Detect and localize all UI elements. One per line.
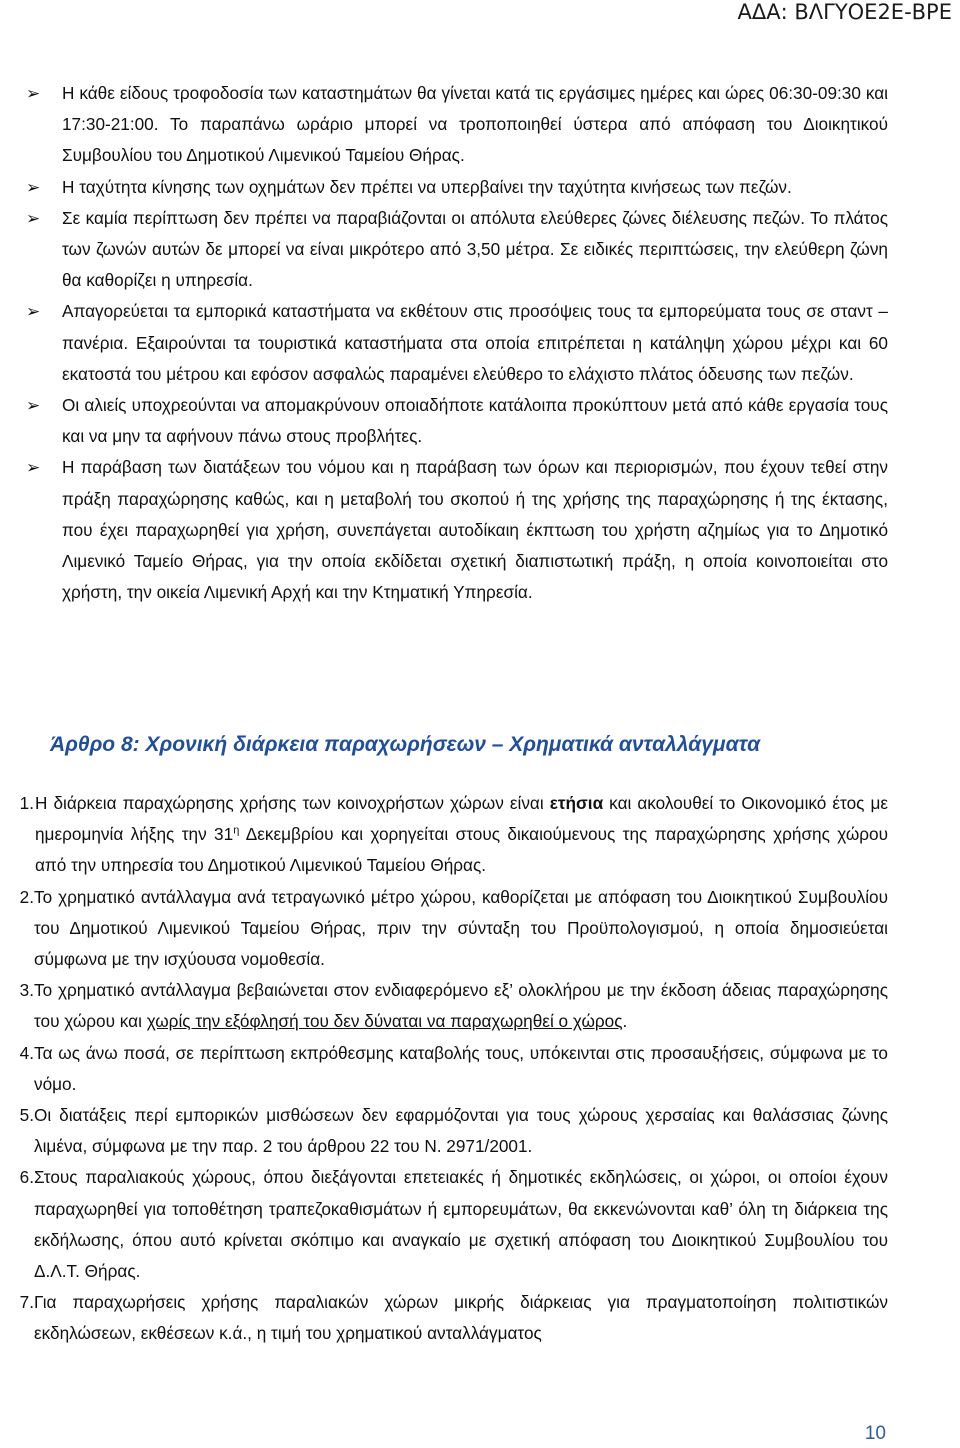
bullet-text: Η κάθε είδους τροφοδοσία των καταστημάτων θα γίνεται κατά τις εργάσιμες ημέρες και ώρες 06:30-09:30 και 17:30-21:00. Το παραπάνω ωράριο μπορεί να τροποποιηθεί ύστερα από απόφαση του Διοικητικού Συμβουλίου του Δημοτικού Λιμενικού Ταμείου Θήρας.: [62, 83, 888, 166]
bullet-text: Σε καμία περίπτωση δεν πρέπει να παραβιάζονται οι απόλυτα ελεύθερες ζώνες διέλευσης πεζών. Το πλάτος των ζωνών αυτών δε μπορεί να είναι μικρότερο από 3,50 μέτρα. Σε ειδικές περιπτώσεις, την ελεύθερη ζώνη θα καθορίζει η υπηρεσία.: [62, 207, 888, 291]
numbered-item: [0, 788, 888, 882]
item-text-bold: ετήσια: [549, 793, 604, 813]
item-number: 4.: [19, 1042, 34, 1063]
arrow-bullet-icon: ➢: [26, 84, 41, 103]
item-text-part: Δεκεμβρίου και χορηγείται στους δικαιούμενους της παραχώρησης χρήσης χώρου από την υπηρεσία του Δημοτικού Λιμενικού Ταμείου Θήρας.: [35, 824, 888, 876]
bullet-item: [26, 172, 888, 203]
bullet-item: [26, 452, 888, 608]
bullet-item: [26, 203, 888, 297]
bullet-text: Η παράβαση των διατάξεων του νόμου και η παράβαση των όρων και περιορισμών, που έχουν τεθεί στην πράξη παραχώρησης καθώς, και η μεταβολή του σκοπού ή της χρήσης της παραχώρησης ή της έκτασης, που έχει παραχωρηθεί για χρήση, συνεπάγεται αυτοδίκαιη έκπτωση του χρήστη αζημίως για το Δημοτικό Λιμενικό Ταμείο Θήρας, για την οποία εκδίδεται σχετική διαπιστωτική πράξη, η οποία κοινοποιείται στο χρήστη, την οικεία Λιμενική Αρχή και την Κτηματική Υπηρεσία.: [62, 457, 888, 603]
item-text: Στους παραλιακούς χώρους, όπου διεξάγονται επετειακές ή δημοτικές εκδηλώσεις, οι χώροι, οι οποίοι έχουν παραχωρηθεί για τοποθέτηση τραπεζοκαθισμάτων ή εμπορευμάτων, θα εκκενώνονται καθ’ όλη τη διάρκεια της εκδήλωσης, όπου αυτό κρίνεται σκόπιμο και αναγκαίο με σχετική απόφαση του Διοικητικού Συμβουλίου του Δ.Λ.Τ. Θήρας.: [34, 1167, 888, 1282]
bullet-item: [26, 296, 888, 390]
document-id-header: ΑΔΑ: ΒΛΓΥΟΕ2Ε-ΒΡΕ: [737, 0, 952, 24]
bullet-text: Οι αλιείς υποχρεούνται να απομακρύνουν οποιαδήποτε κατάλοιπα προκύπτουν μετά από κάθε εργασία τους και να μην τα αφήνουν πάνω στους προβλήτες.: [62, 395, 888, 447]
arrow-bullet-icon: ➢: [26, 208, 41, 228]
superscript: η: [233, 824, 240, 837]
bullet-text: Η ταχύτητα κίνησης των οχημάτων δεν πρέπει να υπερβαίνει την ταχύτητα κινήσεως των πεζών.: [62, 176, 792, 197]
bullet-item: [26, 390, 888, 452]
item-text: [35, 788, 888, 882]
bullet-text: Απαγορεύεται τα εμπορικά καταστήματα να εκθέτουν στις προσόψεις τους τα εμπορεύματα τους σε σταντ – πανέρια. Εξαιρούνται τα τουριστικά καταστήματα στα οποία επιτρέπεται η κατάληψη χώρου μέχρι και 60 εκατοστά του μέτρου και εφόσον ασφαλώς παραμένει ελεύθερο το ελάχιστο πλάτος όδευσης των πεζών.: [62, 301, 888, 384]
item-text-part: και ακολουθεί το Οικονομικό έτος με ημερομηνία λήξης την 31: [35, 793, 889, 845]
numbered-list: [0, 788, 888, 1350]
item-number: 1.: [19, 793, 34, 813]
bullet-item: [26, 78, 888, 172]
item-number: 5.: [19, 1105, 34, 1126]
item-text-part: .: [622, 1011, 628, 1032]
bullet-list: [26, 78, 888, 608]
numbered-item: [0, 1287, 888, 1349]
numbered-item: [0, 1100, 888, 1162]
arrow-bullet-icon: ➢: [26, 458, 41, 478]
numbered-item: [0, 882, 888, 976]
numbered-item: [0, 1038, 888, 1100]
item-text: Οι διατάξεις περί εμπορικών μισθώσεων δεν εφαρμόζονται για τους χώρους χερσαίας και θαλάσσιας ζώνης λιμένα, σύμφωνα με την παρ. 2 του άρθρου 22 του Ν. 2971/2001.: [34, 1105, 888, 1157]
arrow-bullet-icon: ➢: [26, 396, 41, 416]
item-number: 2.: [19, 886, 34, 907]
arrow-bullet-icon: ➢: [26, 177, 41, 197]
item-text: [34, 975, 888, 1037]
item-text: Για παραχωρήσεις χρήσης παραλιακών χώρων μικρής διάρκειας για πραγματοποίηση πολιτιστικών εκδηλώσεων, εκθέσεων κ.ά., η τιμή του χρηματικού ανταλλάγματος: [34, 1292, 888, 1344]
item-text-part: Το χρηματικό αντάλλαγμα βεβαιώνεται στον ενδιαφερόμενο εξ’ ολοκλήρου με την έκδοση άδειας παραχώρησης του χώρου και: [34, 980, 888, 1032]
underlined-text: χωρίς την εξόφλησή του δεν δύναται να παραχωρηθεί ο χώρος: [146, 1011, 623, 1032]
arrow-bullet-icon: ➢: [26, 302, 41, 322]
item-number: 3.: [19, 980, 34, 1001]
numbered-item: [0, 975, 888, 1037]
page-number: 10: [864, 1423, 886, 1444]
item-number: 6.: [19, 1167, 34, 1188]
item-number: 7.: [19, 1292, 34, 1313]
item-text: Το χρηματικό αντάλλαγμα ανά τετραγωνικό μέτρο χώρου, καθορίζεται με απόφαση του Διοικητικού Συμβουλίου του Δημοτικού Λιμενικού Ταμείου Θήρας, πριν την σύνταξη του Προϋπολογισμού, η οποία δημοσιεύεται σύμφωνα με την ισχύουσα νομοθεσία.: [34, 886, 888, 970]
item-text-part: Η διάρκεια παραχώρησης χρήσης των κοινοχρήστων χώρων είναι: [35, 793, 550, 813]
numbered-item: [0, 1162, 888, 1287]
item-text: Τα ως άνω ποσά, σε περίπτωση εκπρόθεσμης καταβολής τους, υπόκεινται στις προσαυξήσεις, σύμφωνα με το νόμο.: [34, 1042, 888, 1094]
article-heading: Άρθρο 8: Χρονική διάρκεια παραχωρήσεων – Χρηματικά ανταλλάγματα: [50, 733, 761, 756]
